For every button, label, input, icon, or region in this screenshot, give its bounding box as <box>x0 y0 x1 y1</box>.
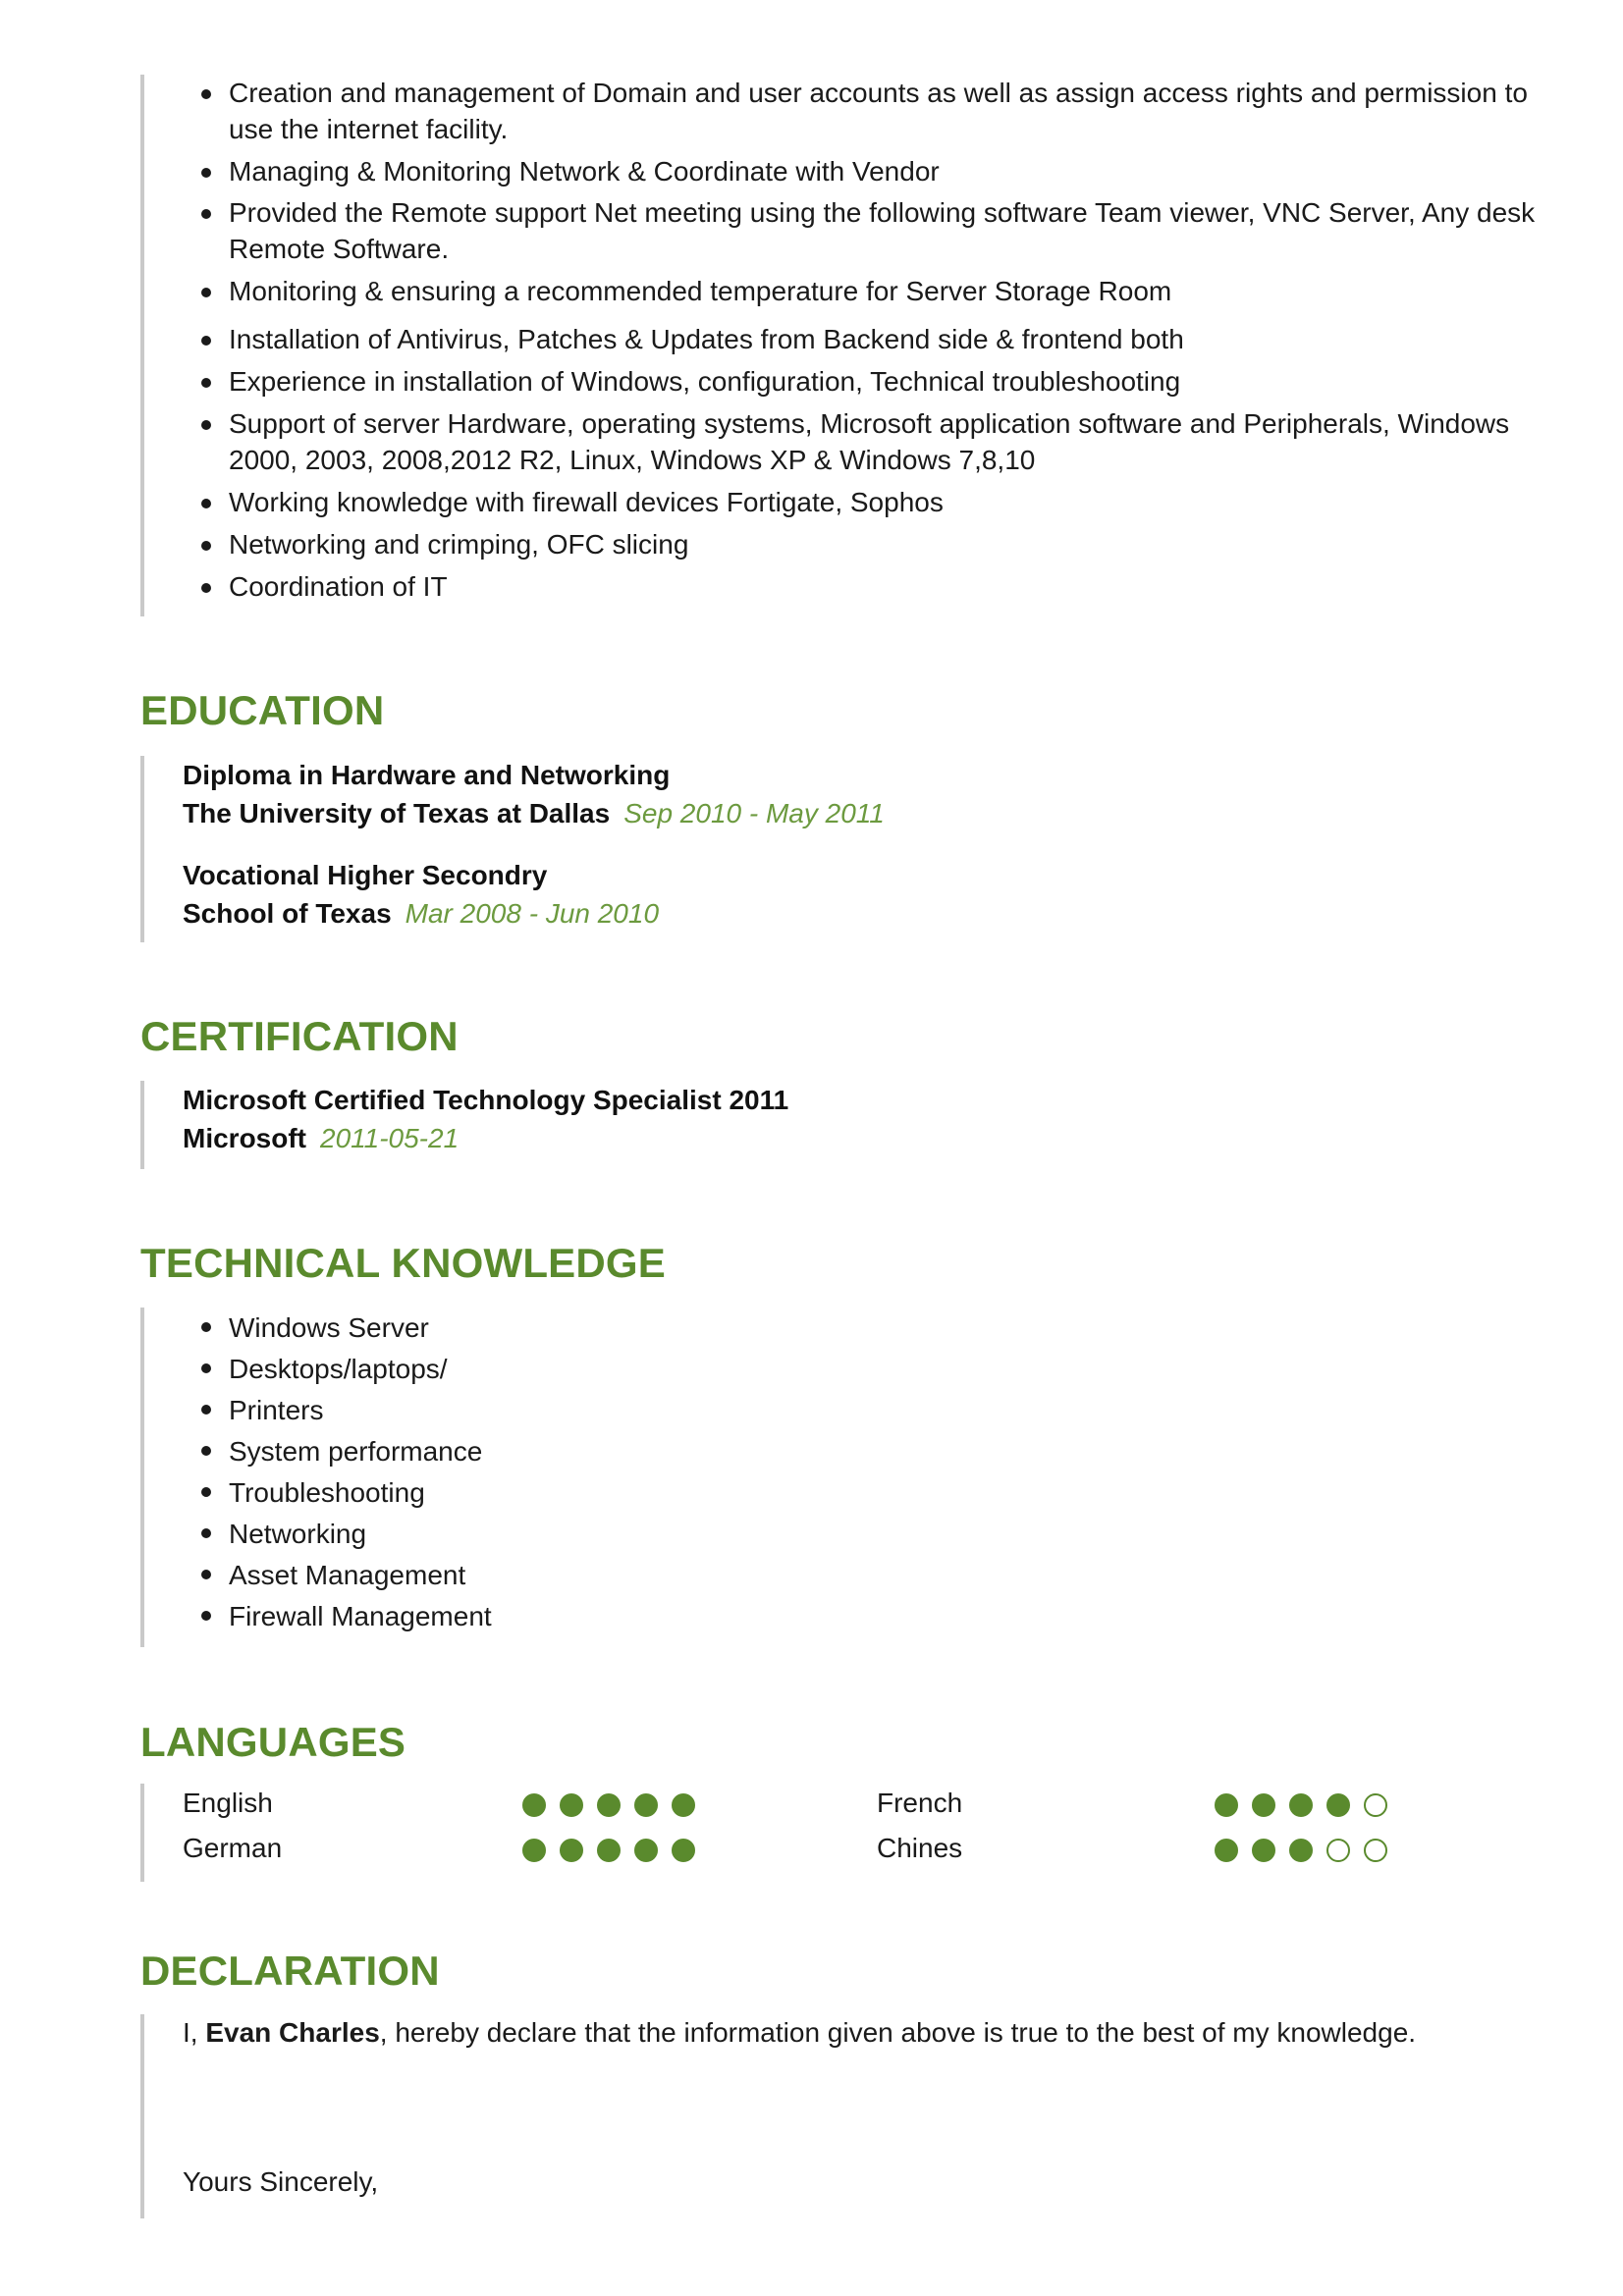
rating-dot-filled <box>560 1839 583 1862</box>
experience-bullet-list <box>144 75 1548 605</box>
skill-item: Desktops/laptops/ <box>144 1349 930 1390</box>
rating-dot-filled <box>634 1839 658 1862</box>
rating-dot-filled <box>1215 1839 1238 1862</box>
certification-heading: CERTIFICATION <box>140 1013 459 1059</box>
rating-dot-filled <box>1326 1793 1350 1817</box>
language-name: French <box>877 1788 963 1818</box>
experience-bullet: Creation and management of Domain and user accounts as well as assign access rights and permission to use the internet facility. <box>144 75 1548 147</box>
declaration-prefix: I, <box>183 2017 206 2048</box>
language-rating <box>1215 1793 1387 1817</box>
education-date: Sep 2010 - May 2011 <box>623 798 885 828</box>
rating-dot-empty <box>1364 1793 1387 1817</box>
experience-block <box>140 75 1548 616</box>
rating-dot-filled <box>597 1839 621 1862</box>
skill-item: Firewall Management <box>144 1596 930 1637</box>
rating-dot-filled <box>634 1793 658 1817</box>
rating-dot-filled <box>1215 1793 1238 1817</box>
rating-dot-empty <box>1364 1839 1387 1862</box>
certification-entry <box>144 1081 1323 1157</box>
certification-date: 2011-05-21 <box>320 1123 460 1153</box>
declaration-text: , hereby declare that the information given above is true to the best of my knowledge. <box>379 2017 1417 2048</box>
experience-bullet: Working knowledge with firewall devices Fortigate, Sophos <box>144 484 1548 520</box>
rating-dot-filled <box>522 1839 546 1862</box>
experience-bullet: Support of server Hardware, operating systems, Microsoft application software and Peripherals, Windows 2000, 2003, 2008,2012 R2, Linux, Windows XP & Windows 7,8,10 <box>144 405 1548 478</box>
rating-dot-filled <box>672 1839 695 1862</box>
education-entry <box>144 856 1323 933</box>
certification-block <box>140 1081 1323 1169</box>
language-row <box>144 1784 1450 1829</box>
skill-item: Troubleshooting <box>144 1472 930 1514</box>
education-date: Mar 2008 - Jun 2010 <box>405 898 660 929</box>
language-rating <box>522 1839 695 1862</box>
experience-bullet: Installation of Antivirus, Patches & Updates from Backend side & frontend both <box>144 321 1548 357</box>
language-row <box>144 1829 1450 1874</box>
skill-item: Networking <box>144 1514 930 1555</box>
rating-dot-filled <box>1289 1793 1313 1817</box>
declaration-statement <box>144 2014 1519 2052</box>
declaration-name: Evan Charles <box>205 2017 380 2048</box>
certification-issuer: Microsoft <box>183 1123 306 1153</box>
rating-dot-filled <box>522 1793 546 1817</box>
rating-dot-filled <box>1252 1839 1275 1862</box>
education-institution-line <box>183 894 1323 933</box>
skill-item: Windows Server <box>144 1308 930 1349</box>
certification-issuer-line <box>183 1119 1323 1157</box>
declaration-closing: Yours Sincerely, <box>183 2166 379 2197</box>
rating-dot-empty <box>1326 1839 1350 1862</box>
technical-knowledge-heading: TECHNICAL KNOWLEDGE <box>140 1240 667 1286</box>
experience-bullet: Experience in installation of Windows, configuration, Technical troubleshooting <box>144 363 1548 400</box>
education-institution-line <box>183 794 1323 832</box>
declaration-block <box>140 2014 1519 2218</box>
certification-title: Microsoft Certified Technology Specialist 2011 <box>183 1085 789 1115</box>
language-rating <box>522 1793 695 1817</box>
languages-block <box>140 1784 1450 1882</box>
education-heading: EDUCATION <box>140 687 385 733</box>
rating-dot-filled <box>560 1793 583 1817</box>
experience-bullet: Coordination of IT <box>144 568 1548 605</box>
language-rating <box>1215 1839 1387 1862</box>
technical-knowledge-list <box>144 1308 930 1637</box>
languages-heading: LANGUAGES <box>140 1719 406 1765</box>
language-name: German <box>183 1833 283 1863</box>
language-name: English <box>183 1788 273 1818</box>
rating-dot-filled <box>672 1793 695 1817</box>
rating-dot-filled <box>1289 1839 1313 1862</box>
skill-item: Asset Management <box>144 1555 930 1596</box>
education-entry <box>144 756 1323 832</box>
education-degree: Diploma in Hardware and Networking <box>183 760 671 790</box>
skill-item: System performance <box>144 1431 930 1472</box>
education-institution: School of Texas <box>183 898 392 929</box>
language-name: Chines <box>877 1833 963 1863</box>
experience-bullet: Networking and crimping, OFC slicing <box>144 526 1548 562</box>
experience-bullet: Managing & Monitoring Network & Coordinate with Vendor <box>144 153 1548 189</box>
experience-bullet: Monitoring & ensuring a recommended temperature for Server Storage Room <box>144 273 1548 309</box>
rating-dot-filled <box>597 1793 621 1817</box>
declaration-heading: DECLARATION <box>140 1948 440 1994</box>
education-institution: The University of Texas at Dallas <box>183 798 611 828</box>
technical-knowledge-block <box>140 1308 930 1647</box>
education-block <box>140 756 1323 942</box>
rating-dot-filled <box>1252 1793 1275 1817</box>
education-degree: Vocational Higher Secondry <box>183 860 548 890</box>
skill-item: Printers <box>144 1390 930 1431</box>
experience-bullet: Provided the Remote support Net meeting using the following software Team viewer, VNC Server, Any desk Remote Software. <box>144 194 1548 267</box>
